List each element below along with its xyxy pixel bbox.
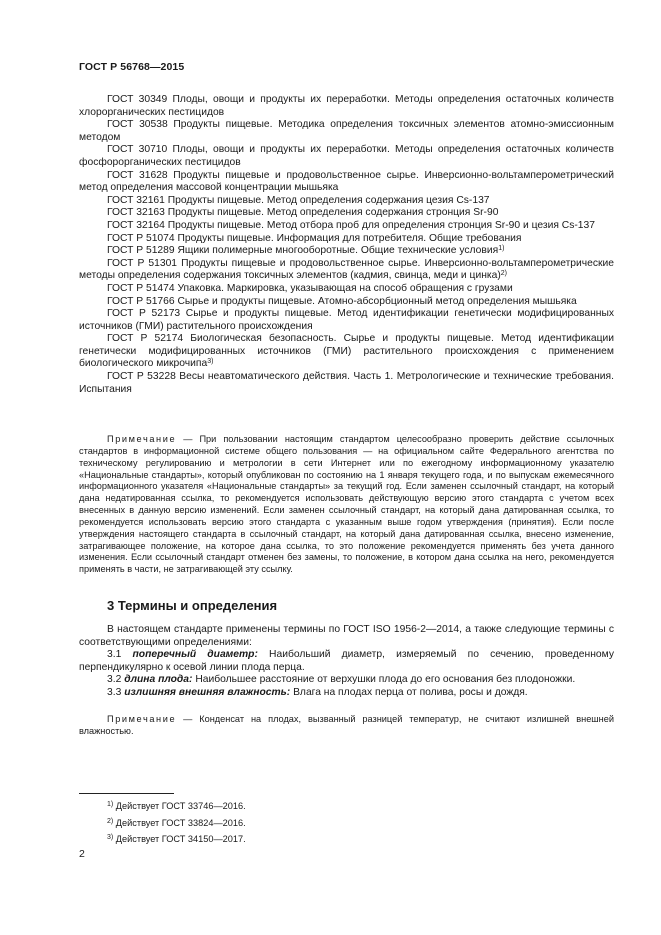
term-name: излишняя внешняя влажность: xyxy=(124,686,291,698)
footnote: $^{1)}$ Действует ГОСТ 33746—2016. xyxy=(107,801,246,811)
footnote: $^{2)}$ Действует ГОСТ 33824—2016. xyxy=(107,817,246,828)
footnote-divider xyxy=(79,793,174,794)
reference-item: ГОСТ Р 51301 Продукты пищевые и продовольственное сырье. Инверсионно-вольтамперометрические методы определения содержания токсичных элементов (кадмия, свинца, меди и цинка)$^{2)}$ xyxy=(79,257,614,282)
reference-item: ГОСТ 30710 Плоды, овощи и продукты их переработки. Методы определения остаточных количеств фосфорорганических пестицидов xyxy=(79,144,614,168)
term-name: поперечный диаметр: xyxy=(132,649,258,661)
footnote-mark: 2) xyxy=(500,270,507,278)
reference-item: ГОСТ 32161 Продукты пищевые. Метод определения содержания цезия Cs-137 xyxy=(107,194,490,206)
reference-item: ГОСТ Р 51289 Ящики полимерные многооборотные. Общие технические условия$^{1)}$ xyxy=(107,245,505,257)
reference-item: ГОСТ Р 53228 Весы неавтоматического действия. Часть 1. Метрологические и технические требования. Испытания xyxy=(79,371,614,395)
reference-item: ГОСТ 30538 Продукты пищевые. Методика определения токсичных элементов атомно-эмиссионным методом xyxy=(79,119,614,143)
section-title: 3 Термины и определения xyxy=(107,598,278,613)
note-text: — При пользовании настоящим стандартом целесообразно проверить действие ссылочных стандартов в информационной системе общего пользования — на официальном сайте Федерального агентства по техническому регулированию и метрологии в сети Интернет или по ежегодному информационному указателю «Национальные стандарты», который опубликован по состоянию на 1 января текущего года, и по выпускам ежемесячного информационного указателя «Национальные стандарты» за текущий год. Если заменен ссылочный стандарт, на который дана недатированная ссылка, то рекомендуется использовать действующую версию этого стандарта с учетом всех внесенных в данную версию изменений. Если заменен ссылочный стандарт, на который дана датированная ссылка, то рекомендуется использовать версию этого стандарта с указанным выше годом утверждения (принятия). Если после утверждения настоящего стандарта в ссылочный стандарт, на который дана датированная ссылка, внесено изменение, затрагивающее положение, на которое дана ссылка, то это положение рекомендуется применять без учета данного изменения. Если ссылочный стандарт отменен без замены, то положение, в котором дана ссылка на него, рекомендуется применять в части, не затрагивающей эту ссылку. xyxy=(79,434,614,575)
footnotes xyxy=(107,798,246,848)
reference-item: ГОСТ 30349 Плоды, овощи и продукты их переработки. Методы определения остаточных количеств хлорорганических пестицидов xyxy=(79,94,614,118)
reference-item: ГОСТ Р 52174 Биологическая безопасность. Сырье и продукты пищевые. Метод идентификации генетически модифицированных источников (ГМИ) растительного происхождения с применением биологического микрочипа$^{3)}$ xyxy=(79,333,614,370)
footnote-mark: 1) xyxy=(498,245,505,253)
terms-note xyxy=(79,714,614,738)
term-definition: 3.3 излишняя внешняя влажность: Влага на плодах перца от полива, росы и дождя. xyxy=(107,686,528,698)
section-intro: В настоящем стандарте применены термины по ГОСТ ISO 1956-2—2014, а также следующие термины с соответствующими определениями: xyxy=(79,624,614,648)
page-header: ГОСТ Р 56768—2015 xyxy=(79,61,185,73)
note-text: — Конденсат на плодах, вызванный разницей температур, не считают излишней внешней влажностью. xyxy=(79,714,614,736)
reference-item: ГОСТ Р 51074 Продукты пищевые. Информация для потребителя. Общие требования xyxy=(107,232,522,244)
references-note xyxy=(79,434,614,576)
note-label: Примечание xyxy=(107,434,177,444)
term-name: длина плода: xyxy=(124,674,193,686)
reference-item: ГОСТ 32163 Продукты пищевые. Метод определения содержания стронция Sr-90 xyxy=(107,207,499,219)
terms-section xyxy=(79,624,614,700)
reference-item: ГОСТ 31628 Продукты пищевые и продовольственное сырье. Инверсионно-вольтамперометрический метод определения массовой концентрации мышьяка xyxy=(79,169,614,194)
page-number: 2 xyxy=(79,848,85,860)
term-definition: 3.1 поперечный диаметр: Наибольший диаметр, измеряемый по сечению, проведенному перпендикулярно к осевой линии плода перца. xyxy=(79,649,614,673)
normative-references xyxy=(79,94,614,396)
reference-item: ГОСТ Р 51474 Упаковка. Маркировка, указывающая на способ обращения с грузами xyxy=(107,282,513,294)
term-definition: 3.2 длина плода: Наибольшее расстояние от верхушки плода до его основания без плодоножки. xyxy=(107,674,576,686)
footnote: $^{3)}$ Действует ГОСТ 34150—2017. xyxy=(107,834,246,844)
footnote-mark: 3) xyxy=(207,358,214,366)
reference-item: ГОСТ Р 51766 Сырье и продукты пищевые. Атомно-абсорбционный метод определения мышьяка xyxy=(107,295,577,307)
note-label: Примечание xyxy=(107,714,177,724)
reference-item: ГОСТ 32164 Продукты пищевые. Метод отбора проб для определения стронция Sr-90 и цезия Cs-137 xyxy=(107,219,595,231)
reference-item: ГОСТ Р 52173 Сырье и продукты пищевые. Метод идентификации генетически модифицированных источников (ГМИ) растительного происхождения xyxy=(79,308,614,332)
